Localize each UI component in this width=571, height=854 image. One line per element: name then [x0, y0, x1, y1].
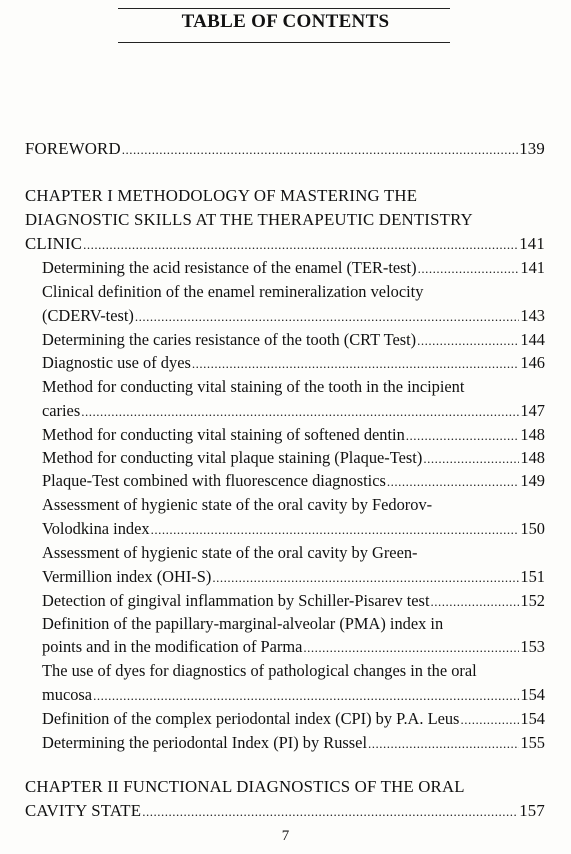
leader-dots	[417, 331, 519, 351]
toc-entry-line[interactable]: Assessment of hygienic state of the oral cavity by Green-	[42, 543, 418, 562]
entry-page: 143	[520, 306, 545, 325]
toc-entry-line[interactable]: Assessment of hygienic state of the oral cavity by Fedorov-	[42, 495, 433, 514]
entry-title: mucosa	[42, 685, 93, 704]
toc-entry[interactable]	[42, 258, 545, 279]
leader-dots	[122, 140, 518, 160]
toc-entry[interactable]	[42, 709, 545, 730]
entry-title: Vermillion index (OHI-S)	[42, 567, 212, 586]
entry-page: 153	[520, 637, 545, 656]
title-rule-bottom	[118, 42, 450, 43]
entry-page: 151	[520, 567, 545, 586]
entry-title: Determining the acid resistance of the enamel (TER-test)	[42, 258, 417, 277]
toc-entry-line[interactable]: Clinical definition of the enamel remineralization velocity	[42, 282, 424, 301]
page-number: 7	[281, 828, 290, 844]
entry-page: 150	[520, 519, 545, 538]
toc-entry-foreword[interactable]	[25, 139, 545, 160]
entry-page: 144	[520, 330, 545, 349]
entry-page: 149	[520, 471, 545, 490]
leader-dots	[81, 402, 519, 422]
entry-title: Diagnostic use of dyes	[42, 353, 191, 372]
entry-title: FOREWORD	[25, 139, 121, 158]
entry-title: CLINIC	[25, 234, 83, 253]
toc-entry[interactable]	[42, 685, 545, 706]
entry-page: 157	[519, 801, 545, 820]
leader-dots	[418, 259, 520, 279]
toc-entry[interactable]	[42, 519, 545, 540]
leader-dots	[192, 354, 520, 374]
leader-dots	[83, 235, 518, 255]
leader-dots	[93, 686, 519, 706]
entry-title: Determining the periodontal Index (PI) by Russel	[42, 733, 368, 752]
page-title: TABLE OF CONTENTS	[181, 11, 390, 32]
toc-entry[interactable]	[42, 637, 545, 658]
entry-title: caries	[42, 401, 81, 420]
entry-page: 155	[520, 733, 545, 752]
entry-title: Plaque-Test combined with fluorescence diagnostics	[42, 471, 386, 490]
toc-entry-line[interactable]: Definition of the papillary-marginal-alveolar (PMA) index in	[42, 614, 444, 633]
entry-page: 148	[520, 448, 545, 467]
entry-title: points and in the modification of Parma	[42, 637, 303, 656]
leader-dots	[387, 472, 520, 492]
toc-entry[interactable]	[42, 567, 545, 588]
entry-title: Volodkina index	[42, 519, 150, 538]
title-rule-top	[118, 8, 450, 9]
entry-title: Method for conducting vital plaque staining (Plaque-Test)	[42, 448, 423, 467]
leader-dots	[151, 520, 520, 540]
entry-page: 152	[520, 591, 545, 610]
toc-entry-line[interactable]: The use of dyes for diagnostics of pathological changes in the oral	[42, 661, 477, 680]
entry-page: 148	[520, 425, 545, 444]
toc-entry[interactable]	[42, 330, 545, 351]
entry-page: 141	[520, 258, 545, 277]
leader-dots	[135, 307, 520, 327]
entry-page: 154	[520, 709, 545, 728]
toc-entry[interactable]	[42, 471, 545, 492]
leader-dots	[431, 592, 520, 612]
entry-page: 154	[520, 685, 545, 704]
chapter-2-heading-line-1: CHAPTER II FUNCTIONAL DIAGNOSTICS OF THE ORAL	[25, 777, 465, 796]
toc-entry[interactable]	[42, 733, 545, 754]
entry-title: Method for conducting vital staining of softened dentin	[42, 425, 405, 444]
entry-page: 147	[520, 401, 545, 420]
leader-dots	[212, 568, 519, 588]
chapter-1-heading-line-1: CHAPTER I METHODOLOGY OF MASTERING THE	[25, 186, 418, 205]
entry-page: 139	[519, 139, 545, 158]
toc-entry-line[interactable]: Method for conducting vital staining of the tooth in the incipient	[42, 377, 465, 396]
entry-page: 146	[520, 353, 545, 372]
entry-title: (CDERV-test)	[42, 306, 134, 325]
entry-title: Detection of gingival inflammation by Schiller-Pisarev test	[42, 591, 430, 610]
toc-entry-chapter-2[interactable]	[25, 801, 545, 822]
toc-entry[interactable]	[42, 591, 545, 612]
leader-dots	[460, 710, 519, 730]
entry-title: Determining the caries resistance of the tooth (CRT Test)	[42, 330, 417, 349]
leader-dots	[423, 449, 519, 469]
entry-page: 141	[519, 234, 545, 253]
leader-dots	[303, 638, 519, 658]
entry-title: Definition of the complex periodontal index (CPI) by P.A. Leus	[42, 709, 460, 728]
toc-entry[interactable]	[42, 306, 545, 327]
leader-dots	[368, 734, 519, 754]
toc-entry[interactable]	[42, 353, 545, 374]
leader-dots	[142, 802, 518, 822]
toc-entry-chapter-1[interactable]	[25, 234, 545, 255]
leader-dots	[406, 426, 520, 446]
toc-entry[interactable]	[42, 425, 545, 446]
toc-entry[interactable]	[42, 401, 545, 422]
toc-entry[interactable]	[42, 448, 545, 469]
entry-title: CAVITY STATE	[25, 801, 142, 820]
chapter-1-heading-line-2: DIAGNOSTIC SKILLS AT THE THERAPEUTIC DENTISTRY	[25, 210, 473, 229]
